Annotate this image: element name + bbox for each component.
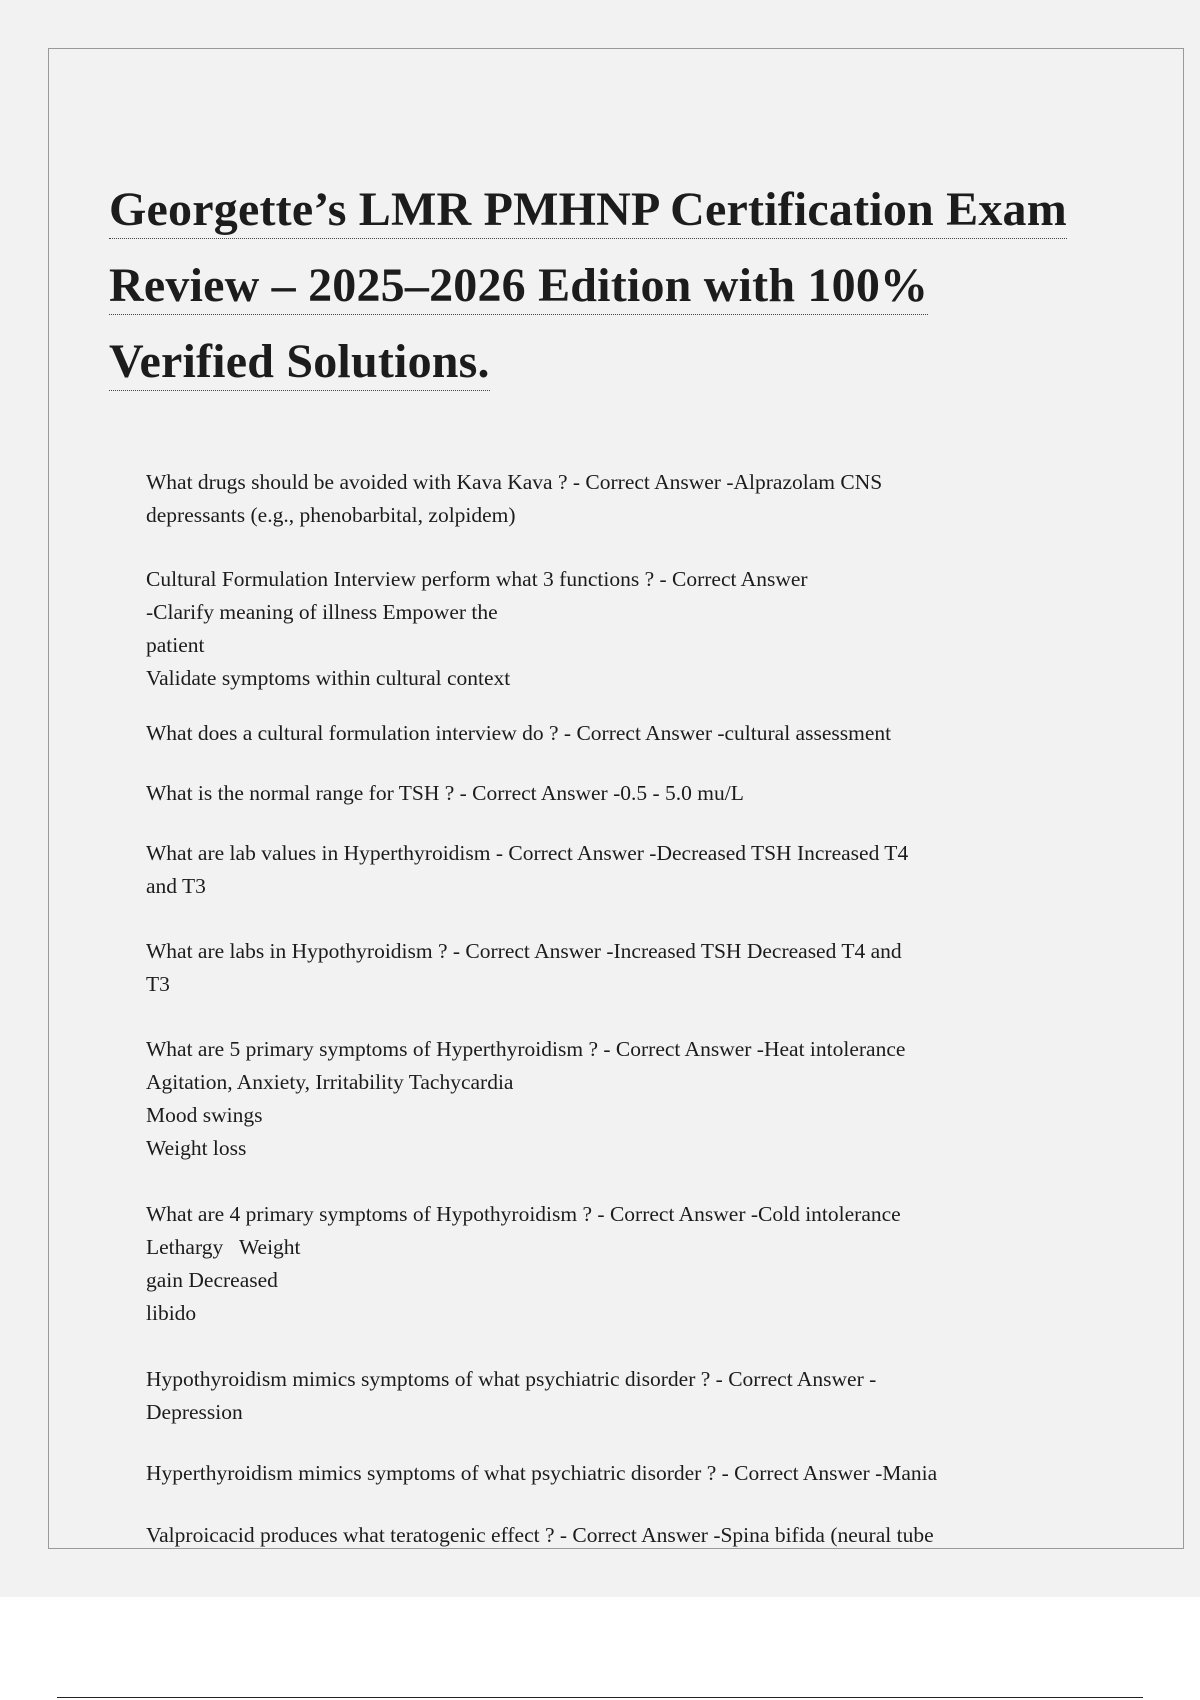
qa-line: What are 4 primary symptoms of Hypothyroidism ? - Correct Answer -Cold intolerance [146,1202,901,1226]
qa-line: Hypothyroidism mimics symptoms of what psychiatric disorder ? - Correct Answer - [146,1367,877,1391]
qa-line: Validate symptoms within cultural context [146,666,511,690]
qa-line: Hyperthyroidism mimics symptoms of what psychiatric disorder ? - Correct Answer -Mania [146,1461,938,1485]
footer-rule [57,1697,1143,1698]
qa-line: What is the normal range for TSH ? - Correct Answer -0.5 - 5.0 mu/L [146,781,744,805]
title-line: Review – 2025–2026 Edition with 100% [109,259,928,315]
qa-line: gain Decreased [146,1268,278,1292]
qa-line: depressants (e.g., phenobarbital, zolpidem) [146,503,516,527]
qa-line: Cultural Formulation Interview perform what 3 functions ? - Correct Answer [146,567,808,591]
qa-line: libido [146,1301,197,1325]
qa-item [146,1033,1076,1165]
qa-item [146,563,1076,695]
qa-line: -Clarify meaning of illness Empower the [146,600,498,624]
document-title [109,172,1119,400]
qa-item [146,1457,1076,1490]
qa-line: Depression [146,1400,243,1424]
qa-line: What are labs in Hypothyroidism ? - Correct Answer -Increased TSH Decreased T4 and [146,939,902,963]
qa-item [146,935,1076,1001]
qa-line: and T3 [146,874,206,898]
qa-line: patient [146,633,205,657]
qa-line: Weight loss [146,1136,247,1160]
qa-line: What are lab values in Hyperthyroidism - Correct Answer -Decreased TSH Increased T4 [146,841,909,865]
qa-line: Mood swings [146,1103,263,1127]
qa-list [146,466,1076,1552]
qa-item [146,837,1076,903]
title-line: Georgette’s LMR PMHNP Certification Exam [109,183,1067,239]
qa-line: Agitation, Anxiety, Irritability Tachycardia [146,1070,514,1094]
qa-item [146,717,1076,750]
qa-line: What are 5 primary symptoms of Hyperthyroidism ? - Correct Answer -Heat intolerance [146,1037,906,1061]
qa-item [146,466,1076,532]
title-line: Verified Solutions. [109,335,490,391]
qa-line: What drugs should be avoided with Kava Kava ? - Correct Answer -Alprazolam CNS [146,470,883,494]
qa-line: Valproicacid produces what teratogenic effect ? - Correct Answer -Spina bifida (neural tube [146,1523,934,1547]
qa-item [146,1363,1076,1429]
qa-item [146,777,1076,810]
qa-line: Lethargy Weight [146,1235,301,1259]
qa-line: What does a cultural formulation interview do ? - Correct Answer -cultural assessment [146,721,892,745]
qa-item [146,1519,1076,1552]
qa-line: T3 [146,972,170,996]
qa-item [146,1198,1076,1330]
